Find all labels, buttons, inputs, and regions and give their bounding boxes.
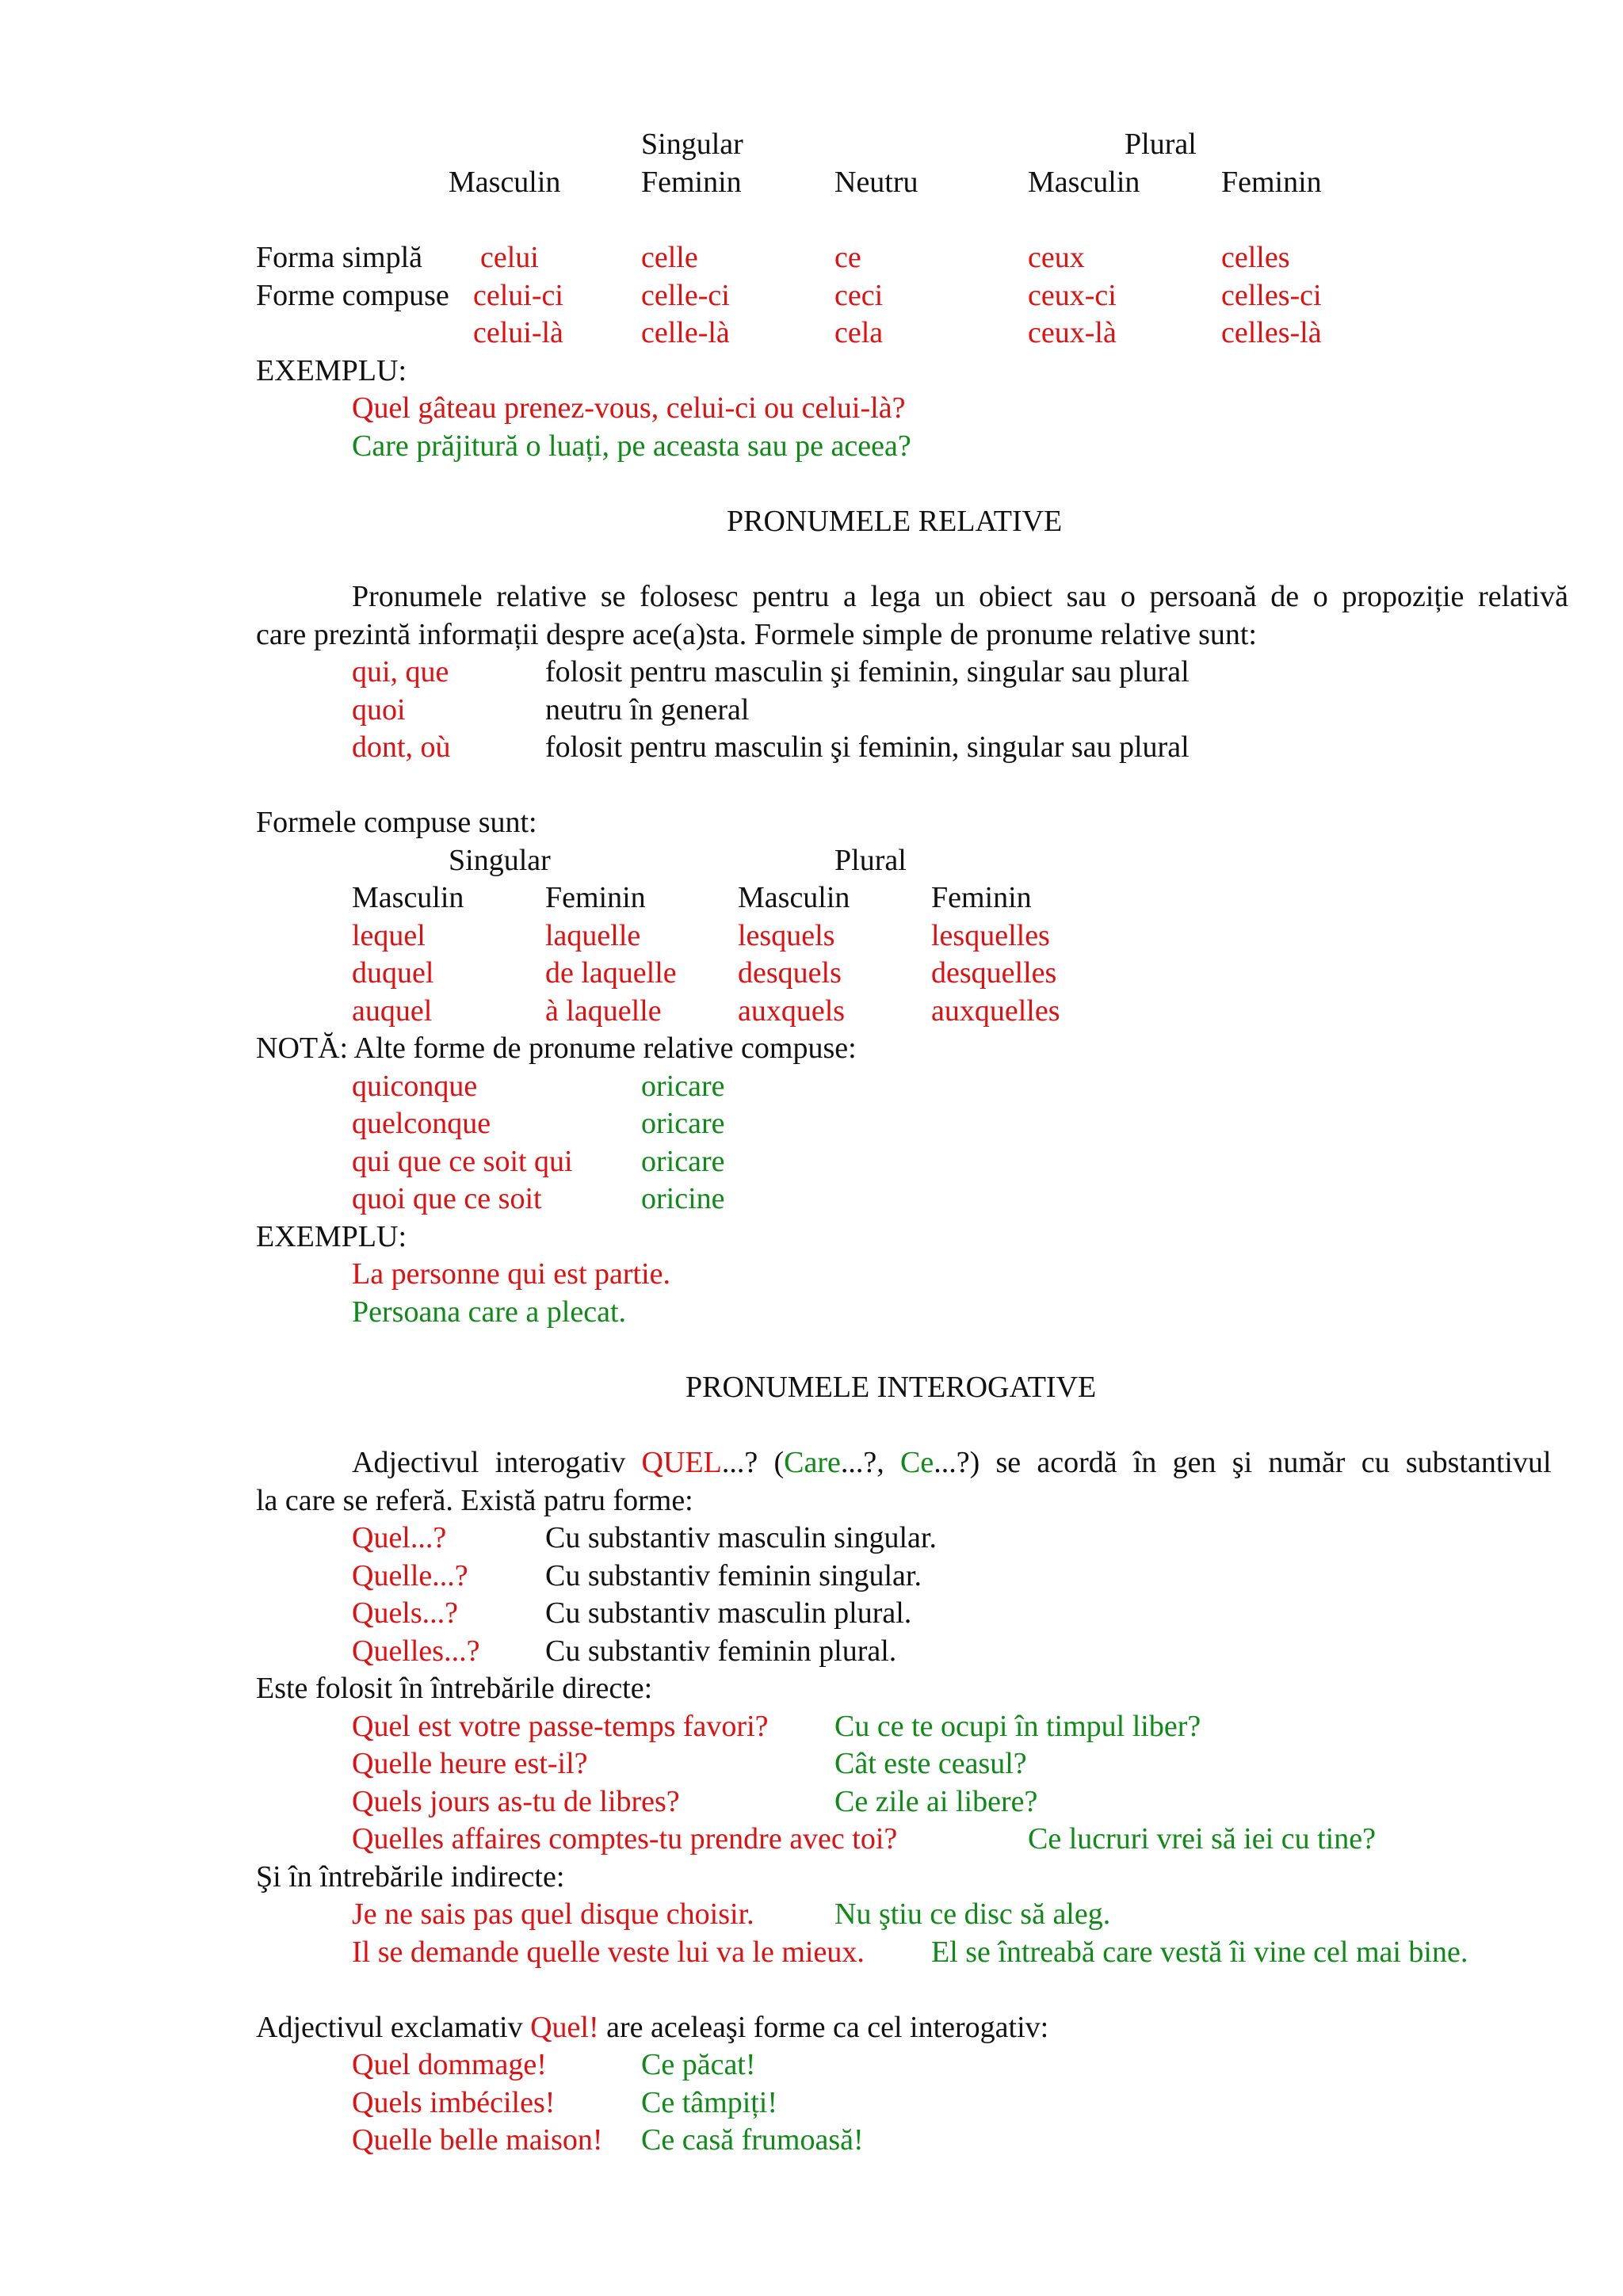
intro-text: ...? (: [721, 1446, 785, 1479]
indirect-fr: Il se demande quelle veste lui va le mieux.: [352, 1936, 865, 1969]
compound-cell: duquel: [352, 956, 434, 990]
cell-compound-ci: ceci: [834, 279, 884, 312]
col-header-neutru: Neutru: [834, 166, 918, 199]
compound-cell: auquel: [352, 994, 433, 1028]
exclam-fr: Quels imbéciles!: [352, 2086, 556, 2119]
compound-header-plural: Plural: [834, 844, 907, 877]
interrogative-form: Quelles...?: [352, 1634, 480, 1668]
cell-compound-la: celles-là: [1221, 316, 1322, 349]
direct-label: Este folosit în întrebările directe:: [256, 1672, 653, 1705]
note-label: NOTĂ: Alte forme de pronume relative compuse:: [256, 1032, 857, 1065]
cell-simple: celle: [641, 241, 698, 274]
example-french: Quel gâteau prenez-vous, celui-ci ou celui-là?: [352, 391, 906, 425]
compound-cell: laquelle: [545, 919, 641, 952]
interrogative-form: Quels...?: [352, 1596, 459, 1630]
compound-cell: auxquelles: [931, 994, 1060, 1028]
exclamative-intro: [256, 2012, 1048, 2042]
intro-text: ...?) se acordă în gen şi număr cu substantivul: [934, 1446, 1552, 1479]
col-header-feminin-sg: Feminin: [641, 166, 742, 199]
exclam-ro: Ce păcat!: [641, 2048, 756, 2081]
compound-col-header: Feminin: [931, 881, 1032, 914]
simple-form-desc: folosit pentru masculin şi feminin, singular sau plural: [545, 655, 1190, 688]
exclam-text: Adjectivul exclamativ: [256, 2011, 531, 2044]
other-form-fr: quoi que ce soit: [352, 1182, 542, 1215]
compound-cell: de laquelle: [545, 956, 677, 990]
relative-intro-line2: care prezintă informații despre ace(a)sta. Formele simple de pronume relative sunt:: [256, 618, 1257, 651]
other-form-fr: qui que ce soit qui: [352, 1145, 573, 1178]
cell-compound-la: ceux-là: [1028, 316, 1117, 349]
intro-quel: QUEL: [641, 1446, 722, 1479]
cell-compound-la: celle-là: [641, 316, 730, 349]
cell-compound-ci: ceux-ci: [1028, 279, 1117, 312]
example-romanian: Persoana care a plecat.: [352, 1295, 627, 1329]
row-label-compound: Forme compuse: [256, 279, 449, 312]
col-header-feminin-pl: Feminin: [1221, 166, 1322, 199]
direct-ro: Ce zile ai libere?: [834, 1785, 1038, 1818]
interrogative-form: Quelle...?: [352, 1559, 468, 1592]
interrogative-form: Quel...?: [352, 1521, 447, 1554]
intro-text: Adjectivul interogativ: [352, 1446, 642, 1479]
interrogative-form-desc: Cu substantiv masculin plural.: [545, 1596, 912, 1630]
other-form-ro: oricare: [641, 1070, 725, 1103]
compound-col-header: Masculin: [352, 881, 464, 914]
other-form-ro: oricare: [641, 1107, 725, 1140]
exclam-ro: Ce casă frumoasă!: [641, 2123, 864, 2157]
cell-compound-ci: celles-ci: [1221, 279, 1322, 312]
compound-col-header: Masculin: [738, 881, 850, 914]
simple-form: dont, où: [352, 730, 451, 764]
simple-form-desc: folosit pentru masculin şi feminin, singular sau plural: [545, 730, 1190, 764]
indirect-ro: Nu ştiu ce disc să aleg.: [834, 1897, 1111, 1931]
compound-intro: Formele compuse sunt:: [256, 806, 537, 839]
compound-cell: lequel: [352, 919, 426, 952]
header-plural: Plural: [1125, 128, 1197, 161]
section-title-relative: PRONUMELE RELATIVE: [727, 505, 1063, 538]
example-label: EXEMPLU:: [256, 1220, 407, 1253]
example-label: EXEMPLU:: [256, 354, 407, 387]
direct-fr: Quel est votre passe-temps favori?: [352, 1710, 769, 1743]
exclam-text: are aceleaşi forme ca cel interogativ:: [598, 2011, 1049, 2044]
direct-fr: Quels jours as-tu de libres?: [352, 1785, 680, 1818]
cell-simple: celles: [1221, 241, 1290, 274]
exclam-quel: Quel!: [530, 2011, 599, 2044]
interrogative-form-desc: Cu substantiv feminin plural.: [545, 1634, 897, 1668]
intro-ce: Ce: [899, 1446, 934, 1479]
direct-ro: Ce lucruri vrei să iei cu tine?: [1028, 1822, 1376, 1855]
other-form-ro: oricine: [641, 1182, 725, 1215]
section-title-interrogative: PRONUMELE INTEROGATIVE: [685, 1371, 1097, 1404]
indirect-label: Şi în întrebările indirecte:: [256, 1860, 565, 1894]
compound-cell: lesquels: [738, 919, 835, 952]
other-form-fr: quelconque: [352, 1107, 491, 1140]
exclam-fr: Quelle belle maison!: [352, 2123, 603, 2157]
interrogative-intro-line2: la care se referă. Există patru forme:: [256, 1484, 693, 1517]
other-form-ro: oricare: [641, 1145, 725, 1178]
interrogative-intro-line1: [352, 1447, 1552, 1478]
cell-compound-ci: celle-ci: [641, 279, 730, 312]
col-header-masculin-sg: Masculin: [449, 166, 561, 199]
simple-form-desc: neutru în general: [545, 693, 750, 727]
interrogative-form-desc: Cu substantiv feminin singular.: [545, 1559, 922, 1592]
header-singular: Singular: [641, 128, 743, 161]
cell-compound-ci: celui-ci: [473, 279, 563, 312]
direct-ro: Cât este ceasul?: [834, 1747, 1027, 1780]
indirect-fr: Je ne sais pas quel disque choisir.: [352, 1897, 754, 1931]
example-romanian: Care prăjitură o luați, pe aceasta sau pe aceea?: [352, 429, 911, 463]
intro-text: ...?,: [840, 1446, 900, 1479]
simple-form: quoi: [352, 693, 406, 727]
interrogative-form-desc: Cu substantiv masculin singular.: [545, 1521, 937, 1554]
compound-cell: lesquelles: [931, 919, 1050, 952]
compound-cell: auxquels: [738, 994, 846, 1028]
cell-compound-la: celui-là: [473, 316, 563, 349]
cell-simple: celui: [480, 241, 539, 274]
intro-care: Care: [784, 1446, 841, 1479]
direct-ro: Cu ce te ocupi în timpul liber?: [834, 1710, 1201, 1743]
cell-simple: ceux: [1028, 241, 1085, 274]
compound-cell: desquels: [738, 956, 842, 990]
compound-header-singular: Singular: [449, 844, 551, 877]
example-french: La personne qui est partie.: [352, 1257, 671, 1291]
row-label-simple: Forma simplă: [256, 241, 423, 274]
indirect-ro: El se întreabă care vestă îi vine cel mai bine.: [931, 1936, 1468, 1969]
cell-compound-la: cela: [834, 316, 884, 349]
compound-col-header: Feminin: [545, 881, 646, 914]
direct-fr: Quelle heure est-il?: [352, 1747, 588, 1780]
direct-fr: Quelles affaires comptes-tu prendre avec toi?: [352, 1822, 898, 1855]
compound-cell: à laquelle: [545, 994, 662, 1028]
relative-intro-line1: Pronumele relative se folosesc pentru a lega un obiect sau o persoană de o propoziție relativă: [352, 580, 1568, 613]
exclam-fr: Quel dommage!: [352, 2048, 547, 2081]
compound-cell: desquelles: [931, 956, 1057, 990]
simple-form: qui, que: [352, 655, 449, 688]
cell-simple: ce: [834, 241, 861, 274]
other-form-fr: quiconque: [352, 1070, 478, 1103]
col-header-masculin-pl: Masculin: [1028, 166, 1140, 199]
exclam-ro: Ce tâmpiți!: [641, 2086, 778, 2119]
